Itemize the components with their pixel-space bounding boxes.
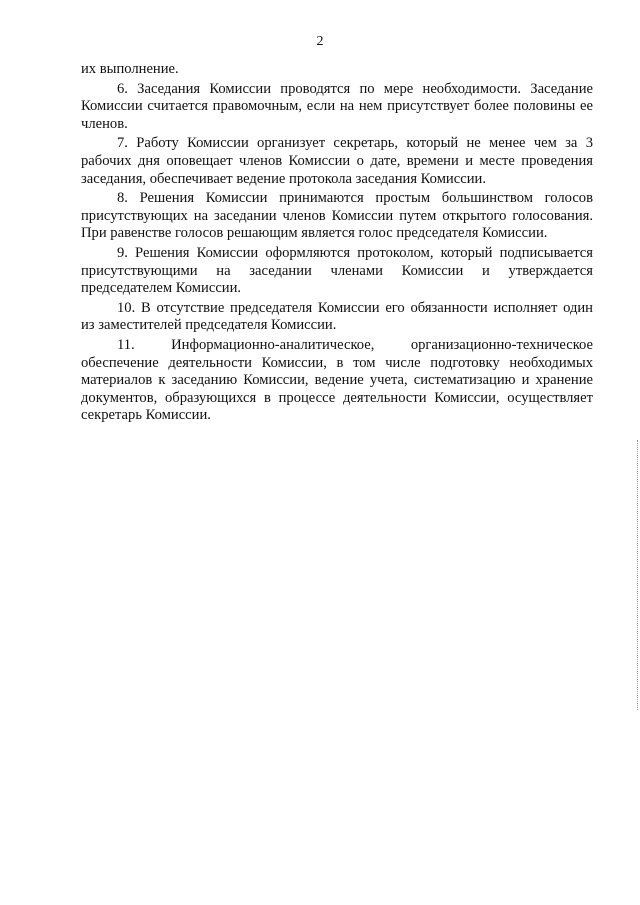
paragraph-8: 8. Решения Комиссии принимаются простым большинством голосов присутствующих на заседании членов Комиссии путем открытого голосования. При равенстве голосов решающим является голос председателя Комиссии. — [81, 190, 593, 242]
scan-edge-mark — [636, 440, 638, 710]
document-body — [81, 61, 593, 427]
paragraph-9: 9. Решения Комиссии оформляются протоколом, который подписывается присутствующими на заседании членами Комиссии и утверждается председателем Комиссии. — [81, 244, 593, 297]
paragraph-11: 11. Информационно-аналитическое, организационно-техническое обеспечение деятельности Комиссии, в том числе подготовку необходимых материалов к заседанию Комиссии, ведение учета, систематизацию и хранение документов, образующихся в процессе деятельности Комиссии, осуществляет секретарь Комиссии. — [81, 336, 593, 424]
paragraph-6: 6. Заседания Комиссии проводятся по мере необходимости. Заседание Комиссии считается правомочным, если на нем присутствует более половины ее членов. — [81, 80, 593, 132]
paragraph-continuation: их выполнение. — [81, 61, 179, 77]
paragraph-7: 7. Работу Комиссии организует секретарь, который не менее чем за 3 рабочих дня оповещает членов Комиссии о дате, времени и месте проведения заседания, обеспечивает ведение протокола заседания Комиссии. — [81, 135, 593, 187]
page-number: 2 — [316, 34, 324, 49]
paragraph-10: 10. В отсутствие председателя Комиссии его обязанности исполняет один из заместителей председателя Комиссии. — [81, 299, 593, 334]
